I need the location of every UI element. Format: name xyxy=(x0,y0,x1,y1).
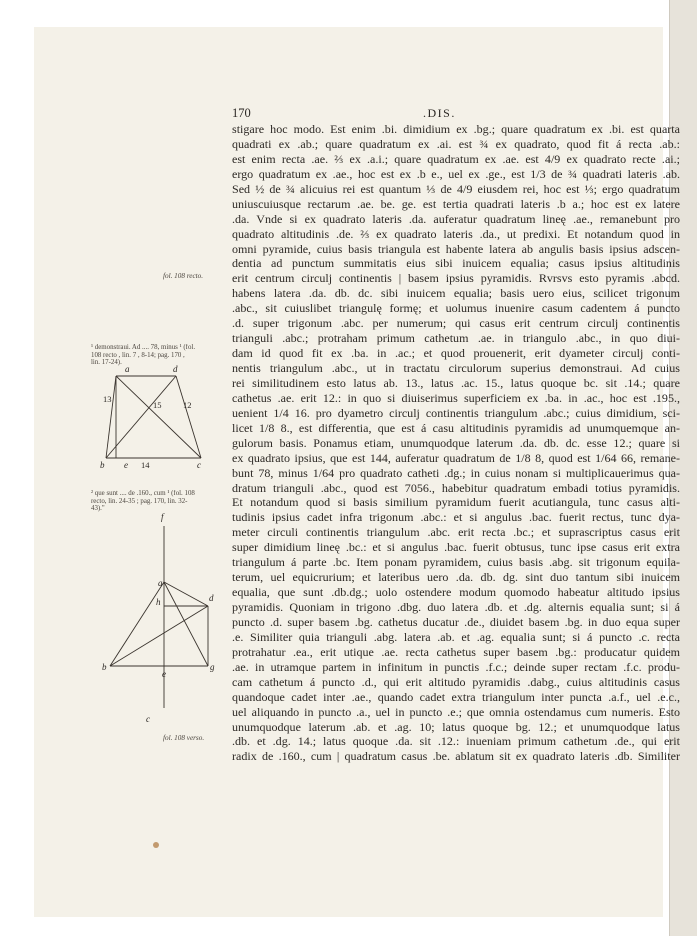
text-line: erit centrum circulj continentis | basem ipsius pyramidis. Rvrsvs esto pyramis .abcd. xyxy=(232,271,680,286)
text-line: stigare hoc modo. Est enim .bi. dimidium ex .bg.; quare quadratum ex .bi. est quarta xyxy=(232,122,680,136)
fig1-label-15: 15 xyxy=(153,400,162,410)
text-line: terum, uel equicrurium; et lateribus uero .da. db. dg. sint duo tantum sibi inuicem xyxy=(232,570,680,585)
fig1-label-13: 13 xyxy=(103,394,112,404)
figure-pyramid xyxy=(98,510,223,732)
footnote-line: lin. 17-24). xyxy=(91,359,122,367)
margin-ref-verso: fol. 108 verso. xyxy=(163,734,205,742)
text-line: tudinis ipsius cadet infra trigonum .abc.: et si angulus .bac. fuerit rectus, tunc dya- xyxy=(232,510,680,525)
text-line: radix de .160., cum | quadratum casus .be. ablatum sit ex quadrato lateris .db. Similiter xyxy=(232,749,680,764)
text-line: Et notandum quod si basis similium pyramidum fuerit acutiangula, tunc casus alti- xyxy=(232,495,680,510)
fig2-label-g: g xyxy=(210,662,215,672)
fig1-label-a: a xyxy=(125,364,130,374)
page-number: 170 xyxy=(232,106,251,120)
footnote-line: 43)." xyxy=(91,505,105,513)
text-line: bunt 78, minus 1/64 pro quadrato catheti .dg.; in cuius nonam si multiplicauerimus qua- xyxy=(232,465,680,480)
text-line: quadrato altitudinis .de. ⅔ ex quadrato lateris .da., ut predixi. Et notandum quod in xyxy=(232,226,680,241)
fig2-edge-ag xyxy=(164,582,208,666)
text-line: equalia, que sunt .db.dg.; uolo ostendere modum quomodo habeatur altitudo ipsius xyxy=(232,585,680,600)
text-line: cathetus .ae. erit 12.: in quo si diuiserimus superficiem ex .ba. in .ac., hoc est .195., xyxy=(232,390,680,405)
fig2-label-c: c xyxy=(146,714,150,724)
figure-trapezoid xyxy=(94,362,214,474)
fig2-edge-ab xyxy=(110,582,164,666)
fig2-label-b: b xyxy=(102,662,107,672)
text-line: licet 1/8 8., est differentia, que est á casu altitudinis pyramidis ad unumquemque an- xyxy=(232,420,680,435)
text-line: dratum trianguli .abc., quod est 7056., habebitur quadratum embadi totius pyramidis. xyxy=(232,480,680,495)
fig1-label-12: 12 xyxy=(183,400,192,410)
footnote-line: recto, lin. 24-35 ; pag. 170, lin. 32- xyxy=(91,497,188,505)
text-line: gulorum basis. Ponamus etiam, unumquodque laterum .da. db. dc. esse 12.; quare si xyxy=(232,435,680,450)
fig1-label-c: c xyxy=(197,460,201,470)
text-line: quadrati ex .ab.; quare quadratum ex .ai. est ¾ ex quadrato, quod fit á recta .ab.: xyxy=(232,136,680,151)
text-line: uniuscuiusque rectarum .ae. be. ge. est tertia quadrati lateris .b a.; hoc est ex latere xyxy=(232,196,680,211)
text-line: protrahatur .ea., erit utique .ae. recta cathetus super basem .bg.: producatur quidem xyxy=(232,644,680,659)
text-line: cam cathetum á puncto .d., qui erit altitudo pyramidis .dabg., cuius altitudinis casus xyxy=(232,674,680,689)
footnote-line: ² que sunt .... de .160., cum ¹ (fol. 108 xyxy=(91,490,195,497)
text-line: trianguli .abc.; protraham primum cathetum .ae. in triangulo .abc., in quo diui- xyxy=(232,331,680,346)
text-line: unumquodque laterum .ab. et .ag. 10; latus quoque bg. 12.; et unumquodque latus xyxy=(232,719,680,734)
margin-ref-recto: fol. 108 recto. xyxy=(163,272,204,280)
text-line: triangulum á parte .bc. Item ponam pyramidem, cuius basis .abg. sit trigonum equila- xyxy=(232,555,680,570)
body-text xyxy=(232,122,680,764)
fig2-edge-db xyxy=(110,606,208,666)
text-line: puncto .d. super basem .bg. cathetus ducatur .de., diuidet basem .bg. in duo equa super xyxy=(232,614,680,629)
text-line: uenient 1/4 16. pro dyametro circulj continentis triangulum .abc.; cuius dimidium, sci- xyxy=(232,405,680,420)
text-line: ex quadrato ipsius, que est 144, auferatur quadratum de 1/8 8, quod est 1/64 66, remane- xyxy=(232,450,680,465)
text-line: uel aliquando in puncto .a., uel in puncto .e.; que omnia ostendamus cum numeris. Esto xyxy=(232,704,680,719)
fig2-label-f: f xyxy=(161,512,164,522)
text-line: est enim recta .ae. ⅔ ex .a.i.; quare quadratum ex .ae. est 4/9 ex quadrato recte .ai.; xyxy=(232,151,680,166)
text-line: .e. Similiter quia trianguli .abg. latera .ab. et .ag. equalia sunt; si á puncto .c. recta xyxy=(232,629,680,644)
text-line: .ae. in utramque partem in infinitum in punctis .f.c.; deinde super rectam .f.c. produ- xyxy=(232,659,680,674)
text-line: ergo quadratum ex .ae., hoc est ex .b e., uel ex .ge., est 1/3 de ¾ quadrati lateris .ab. xyxy=(232,166,680,181)
text-line: rei similitudinem esto latus ab. 13., latus .ac. 15., latus quoque bc. sit .14.; quare xyxy=(232,375,680,390)
text-line: nentis triangulum .abc., ut in tractatu circulorum superius demonstraui. Ad cuius xyxy=(232,361,680,375)
text-line: .da. Vnde si ex quadrato lateris .da. auferatur quadratum lineę .ae., remanebunt pro xyxy=(232,211,680,226)
text-line: .abc., sit cuiuslibet triangulę formę; et uolumus inuenire casum cadentem á puncto xyxy=(232,301,680,316)
fig1-diagonal-db xyxy=(106,376,176,458)
fig2-label-a: a xyxy=(158,578,163,588)
text-line: dentia ad punctum summitatis eius sibi inuicem equalia; casus ipsius altitudinis xyxy=(232,256,680,271)
fig1-label-e: e xyxy=(124,460,128,470)
fig1-left-edge xyxy=(106,376,116,458)
text-line: .db. et .dg. 14.; latus quoque .da. sit .12.: inueniam primum cathetum .de., qui erit xyxy=(232,734,680,749)
fig1-label-d: d xyxy=(173,364,178,374)
ink-spot xyxy=(153,842,159,848)
text-line: .d. super trigonum .abc. per numerum; qui casus erit centrum circulj continentis xyxy=(232,316,680,331)
footnote-line: ¹ demonstraui. Ad .... 78, minus ¹ (fol. xyxy=(91,344,196,351)
running-head: .DIS. xyxy=(423,106,456,120)
text-line: omni pyramide, cuius basis triangula est habente latera ab angulis basis ipsius adscen- xyxy=(232,241,680,256)
footnote-line: 108 recto , lin. 7 , 8-14; pag. 170 , xyxy=(91,351,185,359)
text-line: Sed ½ de ¾ alicuius rei est quantum ⅓ de 4/9 eiusdem rei, hoc est ⅓; ergo quadratum xyxy=(232,181,680,196)
text-line: pyramidis. Quoniam in trigono .dbg. duo latera .db. et .dg. alternis equalia sunt; si á xyxy=(232,600,680,614)
text-line: quandoque cadet inter .ae., quando cadet extra triangulum inter puncta .a.f., uel .e.c., xyxy=(232,689,680,704)
text-line: dam id quod fit ex .ba. in .ac.; et quod prouenerit, erit dyameter circulj conti- xyxy=(232,346,680,361)
fig2-label-h: h xyxy=(156,597,161,607)
text-line: super dimidium lineę .bc.: et si angulus .bac. fuerit obtusus, tunc ipse casus erit extra xyxy=(232,540,680,555)
fig1-label-b: b xyxy=(100,460,105,470)
text-line: habens latera .da. db. dc. sibi inuicem equalia; basis uero eius, scilicet trigonum xyxy=(232,286,680,301)
fig2-label-d: d xyxy=(209,593,214,603)
fig1-label-14: 14 xyxy=(141,460,150,470)
fig2-label-e: e xyxy=(162,669,166,679)
text-line: meter circuli continentis triangulum .abc. erit recta .bc.; et suprascriptus casus erit xyxy=(232,525,680,540)
